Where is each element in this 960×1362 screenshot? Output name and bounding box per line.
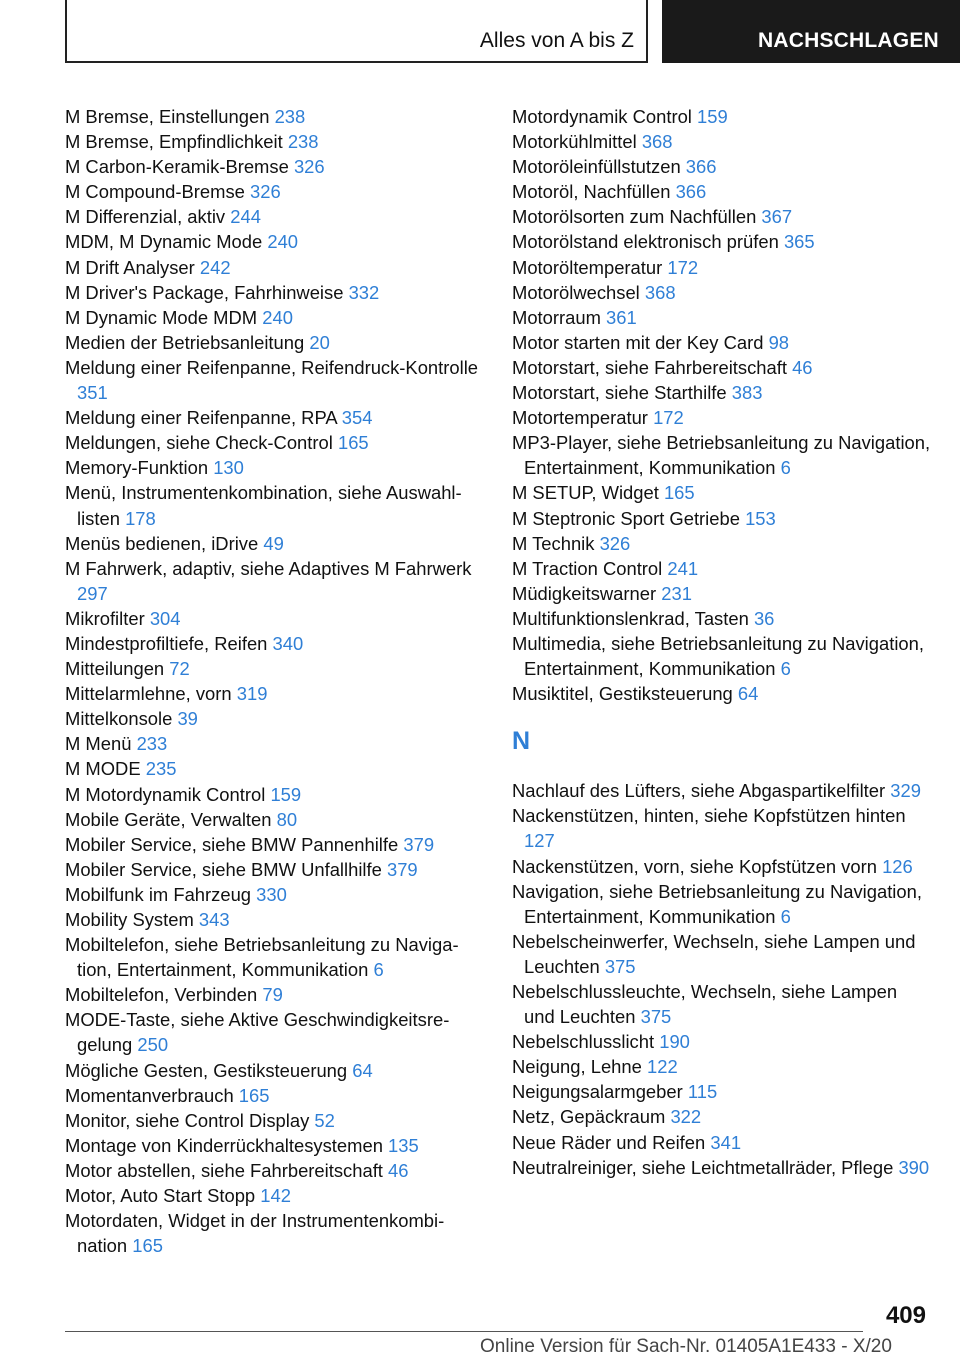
page-reference-link[interactable]: 351 [77, 382, 108, 404]
index-entry [512, 1054, 932, 1079]
page-reference-link[interactable]: 332 [348, 281, 380, 303]
index-entry-text: Neue Räder und Reifen [512, 1131, 706, 1153]
index-entry-text: Motoröleinfüllstutzen [512, 156, 681, 178]
page-reference-link[interactable]: 329 [890, 780, 921, 802]
index-entry-text: M Differenzial, aktiv [65, 206, 226, 228]
index-entry-text: Motor starten mit der Key Card [512, 331, 764, 353]
page-reference-link[interactable]: 142 [260, 1185, 291, 1207]
index-group-n [512, 778, 932, 1180]
page-reference-link[interactable]: 153 [745, 507, 776, 529]
page-reference-link[interactable]: 379 [386, 858, 418, 880]
index-entry [65, 907, 485, 932]
index-entry [512, 631, 932, 681]
page-reference-link[interactable]: 172 [667, 256, 699, 278]
index-entry [65, 255, 485, 280]
online-version-text: Online Version für Sach-Nr. 01405A1E433 - X/20 [480, 1336, 892, 1357]
index-entry-text: M Menü [65, 733, 132, 755]
index-entry-text: Montage von Kinderrückhaltesystemen [65, 1134, 383, 1156]
index-entry-text: Mobiler Service, siehe BMW Pannenhilfe [65, 833, 399, 855]
index-entry [512, 778, 932, 803]
header-title: Alles von A bis Z [479, 29, 634, 52]
index-entry [65, 1133, 485, 1158]
index-entry [512, 681, 932, 706]
page-reference-link[interactable]: 64 [352, 1059, 373, 1081]
index-entry [65, 480, 485, 530]
index-entry-text: Motorkühlmittel [512, 131, 637, 153]
page-reference-link[interactable]: 326 [599, 532, 631, 554]
page-reference-link[interactable]: 319 [236, 683, 268, 705]
index-entry [65, 756, 485, 781]
page-reference-link[interactable]: 341 [710, 1131, 742, 1153]
page-reference-link[interactable]: 383 [731, 382, 763, 404]
page-reference-link[interactable]: 390 [898, 1156, 930, 1178]
index-entry-text: M Dynamic Mode MDM [65, 306, 258, 328]
index-entry-text: M Motordynamik Control [65, 783, 266, 805]
index-entry-text: Motordaten, Widget in der Instrumentenkombination [65, 1210, 445, 1257]
page-reference-link[interactable]: 159 [697, 106, 728, 127]
index-entry [65, 305, 485, 330]
index-entry-text: Nebelschlusslicht [512, 1031, 655, 1053]
page-reference-link[interactable]: 36 [753, 607, 775, 629]
index-entry-text: Mobiler Service, siehe BMW Unfallhilfe [65, 858, 382, 880]
index-entry-text: Mobility System [65, 909, 194, 930]
page-reference-link[interactable]: 322 [670, 1106, 702, 1128]
index-entry-text: Musiktitel, Gestiksteuerung [512, 683, 733, 705]
page-reference-link[interactable]: 178 [125, 507, 156, 529]
index-entry [65, 179, 485, 204]
page-reference-link[interactable]: 354 [341, 407, 373, 429]
index-entry [512, 506, 932, 531]
page-reference-link[interactable]: 165 [132, 1235, 163, 1257]
index-entry-text: Menüs bedienen, iDrive [65, 532, 259, 554]
index-entry-text: Motorölwechsel [512, 281, 640, 303]
page-reference-link[interactable]: 368 [644, 281, 676, 303]
index-entry [65, 1058, 485, 1083]
index-entry-text: M Drift Analyser [65, 256, 195, 278]
page-reference-link[interactable]: 242 [199, 256, 231, 278]
index-entry-text: Motorölsorten zum Nachfüllen [512, 206, 757, 228]
index-entry [65, 556, 485, 606]
index-entry-text: Neutralreiniger, siehe Leichtmetallräder, Pflege [512, 1156, 894, 1178]
index-entry [65, 631, 485, 656]
index-entry [512, 380, 932, 405]
page-reference-link[interactable]: 340 [272, 632, 304, 654]
index-entry [512, 929, 932, 979]
index-group-m [512, 104, 932, 706]
index-entry [65, 355, 485, 405]
page-reference-link[interactable]: 46 [792, 356, 813, 378]
page-reference-link[interactable]: 130 [213, 457, 244, 479]
index-entry-text: M Bremse, Einstellungen [65, 106, 270, 127]
index-entry [512, 204, 932, 229]
index-entry-text: Mögliche Gesten, Gestiksteuerung [65, 1059, 348, 1081]
index-entry [65, 430, 485, 455]
index-entry-text: Mobile Geräte, Verwalten [65, 808, 272, 830]
index-entry-text: Medien der Betriebsanleitung [65, 331, 305, 353]
page-reference-link[interactable]: 366 [675, 181, 707, 203]
index-entry-text: MODE-Taste, siehe Aktive Geschwindigkeitsregelung [65, 1009, 450, 1056]
index-entry [512, 330, 932, 355]
index-entry [65, 1007, 485, 1057]
index-entry [65, 1158, 485, 1183]
index-entry [65, 204, 485, 229]
index-entry-text: Menü, Instrumentenkombination, siehe Auswahllisten [65, 482, 462, 529]
page-number: 409 [885, 1302, 926, 1329]
page-reference-link[interactable]: 367 [761, 206, 793, 228]
index-entry [512, 581, 932, 606]
index-entry [512, 879, 932, 929]
header-title-box [65, 0, 648, 63]
index-entry-text: Motor, Auto Start Stopp [65, 1185, 256, 1207]
index-entry-text: Meldungen, siehe Check-Control [65, 432, 333, 454]
page-reference-link[interactable]: 64 [737, 683, 759, 705]
section-tab [662, 0, 960, 63]
index-entry [65, 280, 485, 305]
index-entry-text: Mobiltelefon, Verbinden [65, 984, 258, 1006]
footer-divider [65, 1331, 863, 1332]
index-entry-text: Motorraum [512, 306, 601, 328]
index-entry-text: M SETUP, Widget [512, 482, 659, 504]
index-entry-text: Motorstart, siehe Starthilfe [512, 382, 727, 404]
index-entry [512, 1079, 932, 1104]
index-entry-text: Mindestprofiltiefe, Reifen [65, 632, 268, 654]
index-entry-text: Motor abstellen, siehe Fahrbereitschaft [65, 1159, 383, 1181]
page-reference-link[interactable]: 240 [267, 231, 299, 253]
index-entry [65, 531, 485, 556]
page-reference-link[interactable]: 250 [137, 1034, 169, 1056]
index-entry-text: M Steptronic Sport Getriebe [512, 507, 740, 529]
index-entry-text: Nackenstützen, hinten, siehe Kopfstützen hinten [512, 805, 906, 827]
page-reference-link[interactable]: 122 [647, 1056, 678, 1078]
index-entry-text: Meldung einer Reifenpanne, RPA [65, 407, 337, 429]
index-entry-text: M Bremse, Empfindlichkeit [65, 131, 283, 153]
index-entry-text: Netz, Gepäckraum [512, 1106, 666, 1128]
index-column-left [65, 104, 485, 1258]
index-entry-text: M Fahrwerk, adaptiv, siehe Adaptives M Fahrwerk [65, 557, 472, 579]
index-entry [65, 1208, 485, 1258]
index-entry [65, 455, 485, 480]
index-entry [512, 1029, 932, 1054]
page-reference-link[interactable]: 165 [238, 1084, 270, 1106]
index-entry-text: MDM, M Dynamic Mode [65, 231, 263, 253]
page-reference-link[interactable]: 326 [293, 156, 325, 178]
index-entry [65, 932, 485, 982]
index-entry-text: M Technik [512, 532, 595, 554]
index-entry [65, 882, 485, 907]
page-reference-link[interactable]: 361 [606, 306, 637, 328]
index-entry [512, 854, 932, 879]
page-reference-link[interactable]: 235 [145, 758, 177, 780]
page-reference-link[interactable]: 72 [169, 658, 190, 680]
page-reference-link[interactable]: 115 [687, 1081, 718, 1103]
index-entry [65, 104, 485, 129]
index-entry-text: Nackenstützen, vorn, siehe Kopfstützen vorn [512, 855, 877, 877]
page-reference-link[interactable]: 304 [149, 607, 181, 629]
index-entry [65, 782, 485, 807]
page-reference-link[interactable]: 244 [230, 206, 261, 228]
index-entry-text: Motoröl, Nachfüllen [512, 181, 671, 203]
index-entry [65, 1083, 485, 1108]
page-reference-link[interactable]: 379 [403, 833, 435, 855]
page-reference-link[interactable]: 366 [685, 156, 717, 178]
page-reference-link[interactable]: 159 [270, 783, 302, 805]
index-entry [512, 280, 932, 305]
index-entry-text: Mitteilungen [65, 658, 165, 680]
index-entry [65, 154, 485, 179]
page-reference-link[interactable]: 241 [667, 557, 699, 579]
index-entry [512, 1155, 932, 1180]
index-entry [65, 606, 485, 631]
index-entry-text: Navigation, siehe Betriebsanleitung zu Navigation, Entertainment, Kommunikation [512, 880, 922, 927]
index-entry [512, 430, 932, 480]
index-entry-text: Monitor, siehe Control Display [65, 1109, 310, 1131]
index-entry-text: M Traction Control [512, 557, 663, 579]
index-entry [512, 1104, 932, 1129]
page-reference-link[interactable]: 80 [276, 808, 298, 830]
index-entry [512, 405, 932, 430]
index-entry [512, 531, 932, 556]
index-entry-text: Memory-Funktion [65, 457, 209, 479]
page-reference-link[interactable]: 52 [314, 1109, 335, 1131]
index-entry [65, 706, 485, 731]
index-entry [512, 355, 932, 380]
index-entry [65, 982, 485, 1007]
index-entry [65, 1108, 485, 1133]
index-column-right [512, 104, 932, 1180]
page-reference-link[interactable]: 297 [77, 582, 108, 604]
index-entry [512, 179, 932, 204]
section-tab-label: NACHSCHLAGEN [758, 29, 939, 52]
index-entry-text: Neigung, Lehne [512, 1056, 642, 1078]
index-entry [512, 255, 932, 280]
page-reference-link[interactable]: 238 [274, 106, 306, 127]
index-entry-text: Multifunktionslenkrad, Tasten [512, 607, 749, 629]
index-entry [512, 556, 932, 581]
index-entry [65, 1183, 485, 1208]
index-entry-text: M Compound-Bremse [65, 181, 245, 203]
index-entry-text: Motorölstand elektronisch prüfen [512, 231, 779, 253]
index-entry [65, 129, 485, 154]
page-reference-link[interactable]: 39 [177, 708, 198, 730]
index-entry [65, 731, 485, 756]
page-reference-link[interactable]: 6 [780, 658, 791, 680]
index-entry-text: Nebelschlussleuchte, Wechseln, siehe Lampen und Leuchten [512, 981, 898, 1028]
index-entry-text: Mittelarmlehne, vorn [65, 683, 232, 705]
page-reference-link[interactable]: 49 [263, 532, 284, 554]
index-entry [65, 330, 485, 355]
page-reference-link[interactable]: 165 [663, 482, 695, 504]
page-reference-link[interactable]: 6 [373, 959, 384, 981]
index-entry [65, 832, 485, 857]
index-entry [512, 104, 932, 129]
index-entry [512, 305, 932, 330]
section-letter: N [512, 727, 531, 756]
page-reference-link[interactable]: 240 [262, 306, 293, 328]
index-entry [512, 229, 932, 254]
index-entry-text: Mittelkonsole [65, 708, 173, 730]
page-reference-link[interactable]: 6 [780, 905, 791, 927]
index-entry [512, 1130, 932, 1155]
index-entry-text: Mobilfunk im Fahrzeug [65, 883, 252, 905]
index-entry [65, 656, 485, 681]
index-entry-text: Motortemperatur [512, 407, 648, 429]
page-reference-link[interactable]: 165 [337, 432, 369, 454]
page-reference-link[interactable]: 368 [641, 131, 673, 153]
index-entry [65, 405, 485, 430]
index-entry-text: Motordynamik Control [512, 106, 692, 127]
index-entry [512, 129, 932, 154]
index-entry [65, 229, 485, 254]
index-entry-text: Nebelscheinwerfer, Wechseln, siehe Lampen und Leuchten [512, 930, 916, 977]
index-entry [512, 154, 932, 179]
index-entry [65, 807, 485, 832]
page-reference-link[interactable]: 375 [604, 955, 636, 977]
index-entry [65, 681, 485, 706]
page-reference-link[interactable]: 365 [783, 231, 815, 253]
index-entry-text: Nachlauf des Lüfters, siehe Abgaspartikelfilter [512, 780, 886, 802]
index-entry-text: M MODE [65, 758, 141, 780]
page-reference-link[interactable]: 126 [882, 855, 913, 877]
page-reference-link[interactable]: 135 [388, 1134, 419, 1156]
page-reference-link[interactable]: 233 [136, 733, 168, 755]
index-entry-text: Mikrofilter [65, 607, 145, 629]
index-entry-text: Motorstart, siehe Fahrbereitschaft [512, 356, 787, 378]
index-entry-text: Mobiltelefon, siehe Betriebsanleitung zu Navigation, Entertainment, Kommunikation [65, 934, 459, 981]
index-entry [512, 480, 932, 505]
page-reference-link[interactable]: 46 [388, 1159, 409, 1181]
page-reference-link[interactable]: 172 [653, 407, 684, 429]
page-reference-link[interactable]: 79 [262, 984, 283, 1006]
page-reference-link[interactable]: 330 [256, 883, 287, 905]
page-reference-link[interactable]: 6 [780, 457, 791, 479]
index-entry-text: Momentanverbrauch [65, 1084, 234, 1106]
page-reference-link[interactable]: 127 [524, 830, 555, 852]
page-reference-link[interactable]: 238 [287, 131, 319, 153]
index-entry-text: Müdigkeitswarner [512, 582, 657, 604]
index-entry [512, 803, 932, 853]
index-entry-text: M Driver's Package, Fahrhinweise [65, 281, 344, 303]
page-reference-link[interactable]: 231 [661, 582, 692, 604]
index-entry-text: Multimedia, siehe Betriebsanleitung zu Navigation, Entertainment, Kommunikation [512, 632, 924, 680]
page-reference-link[interactable]: 343 [198, 909, 230, 930]
index-entry-text: MP3-Player, siehe Betriebsanleitung zu Navigation, Entertainment, Kommunikation [512, 432, 931, 479]
page-reference-link[interactable]: 20 [309, 331, 330, 353]
index-entry [512, 979, 932, 1029]
index-entry-text: Meldung einer Reifenpanne, Reifendruck-Kontrolle [65, 356, 479, 378]
index-entry [65, 857, 485, 882]
page-reference-link[interactable]: 190 [659, 1031, 690, 1053]
index-entry-text: Motoröltemperatur [512, 256, 663, 278]
page-reference-link[interactable]: 375 [640, 1006, 672, 1028]
page-reference-link[interactable]: 98 [768, 331, 790, 353]
index-entry [512, 606, 932, 631]
index-entry-text: Neigungsalarmgeber [512, 1081, 683, 1103]
index-entry-text: M Carbon-Keramik-Bremse [65, 156, 289, 178]
page-reference-link[interactable]: 326 [250, 181, 281, 203]
